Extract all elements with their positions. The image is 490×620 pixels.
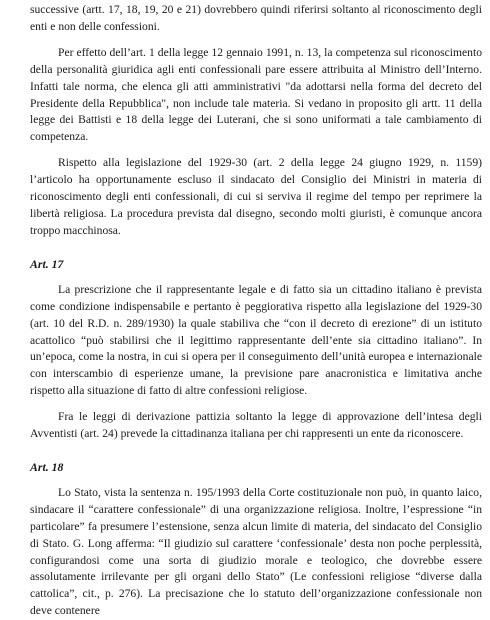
heading-gap — [30, 273, 482, 282]
heading-art-18: Art. 18 — [30, 459, 64, 474]
paragraph-gap — [30, 36, 482, 45]
paragraph-cittadino-italiano: La prescrizione che il rappresentante legale e di fatto sia un cittadino italiano è prevista come condizione indispensabile e pertanto è peggiorativa rispetto alla legislazione del 1929-30 (art. 10 del R.D. n. 289/1930) la quale stabiliva che “con il decreto di erezione” di un istituto acattolico “può stabilirsi che il legittimo rappresentante dell’ente sia cittadino italiano”. In un’epoca, come la nostra, in cui si opera per il conseguimento dell’unità europea e internazionale con interscambio di esperienze umane, la previsione pare anacronistica e limitativa anche rispetto alla situazione di fatto di altre confessioni religiose. — [30, 282, 482, 398]
section-gap — [30, 240, 482, 256]
heading-gap — [30, 476, 482, 485]
paragraph-avventisti: Fra le leggi di derivazione pattizia soltanto la legge di approvazione dell’intesa degli Avventisti (art. 24) prevede la cittadinanza italiana per chi rappresenti un ente da riconoscere. — [30, 410, 482, 441]
paragraph-legislazione-1929: Rispetto alla legislazione del 1929-30 (art. 2 della legge 24 giugno 1929, n. 1159) l’articolo ha opportunamente escluso il sindacato del Consiglio dei Ministri in materia di riconoscimento degli enti confessionali, di cui si serviva il regime del tempo per reprimere la libertà religiosa. La procedura prevista dal disegno, secondo molti giuristi, è comunque ancora troppo macchinosa. — [30, 156, 482, 237]
paragraph-gap — [30, 146, 482, 155]
document-page — [30, 0, 482, 618]
paragraph-continuation: successive (artt. 17, 18, 19, 20 e 21) dovrebbero quindi riferirsi soltanto al riconoscimento degli enti e non delle confessioni. — [30, 3, 482, 33]
paragraph-stato-laico: Lo Stato, vista la sentenza n. 195/1993 della Corte costituzionale non può, in quanto laico, sindacare il “carattere confessionale” di una organizzazione religiosa. Inoltre, l’espressione “in particolare” fa presumere l’estensione, senza alcun limite di materia, del sindacato del Consiglio di Stato. G. Long afferma: “Il giudizio sul carattere ‘confessionale’ desta non poche perplessità, configurandosi come una sorta di giudizio morale e teologico, che dovrebbe essere assolutamente irrilevante per gli organi dello Stato” (Le confessioni religiose “diverse dalla cattolica”, cit., p. 276). La precisazione che lo statuto dell’organizzazione confessionale non deve contenere — [30, 485, 482, 618]
paragraph-gap — [30, 400, 482, 409]
heading-art-17: Art. 17 — [30, 256, 64, 271]
section-gap — [30, 443, 482, 459]
paragraph-competenza: Per effetto dell’art. 1 della legge 12 gennaio 1991, n. 13, la competenza sul riconoscimento della personalità giuridica agli enti confessionali pare essere attribuita al Ministro dell’Interno. Infatti tale norma, che elenca gli atti amministrativi "da adottarsi nella forma del decreto del Presidente della Repubblica", non include tale materia. Si vedano in proposito gli artt. 11 della legge dei Battisti e 18 della legge dei Luterani, che si sono uniformati a tale cambiamento di competenza. — [30, 45, 482, 144]
